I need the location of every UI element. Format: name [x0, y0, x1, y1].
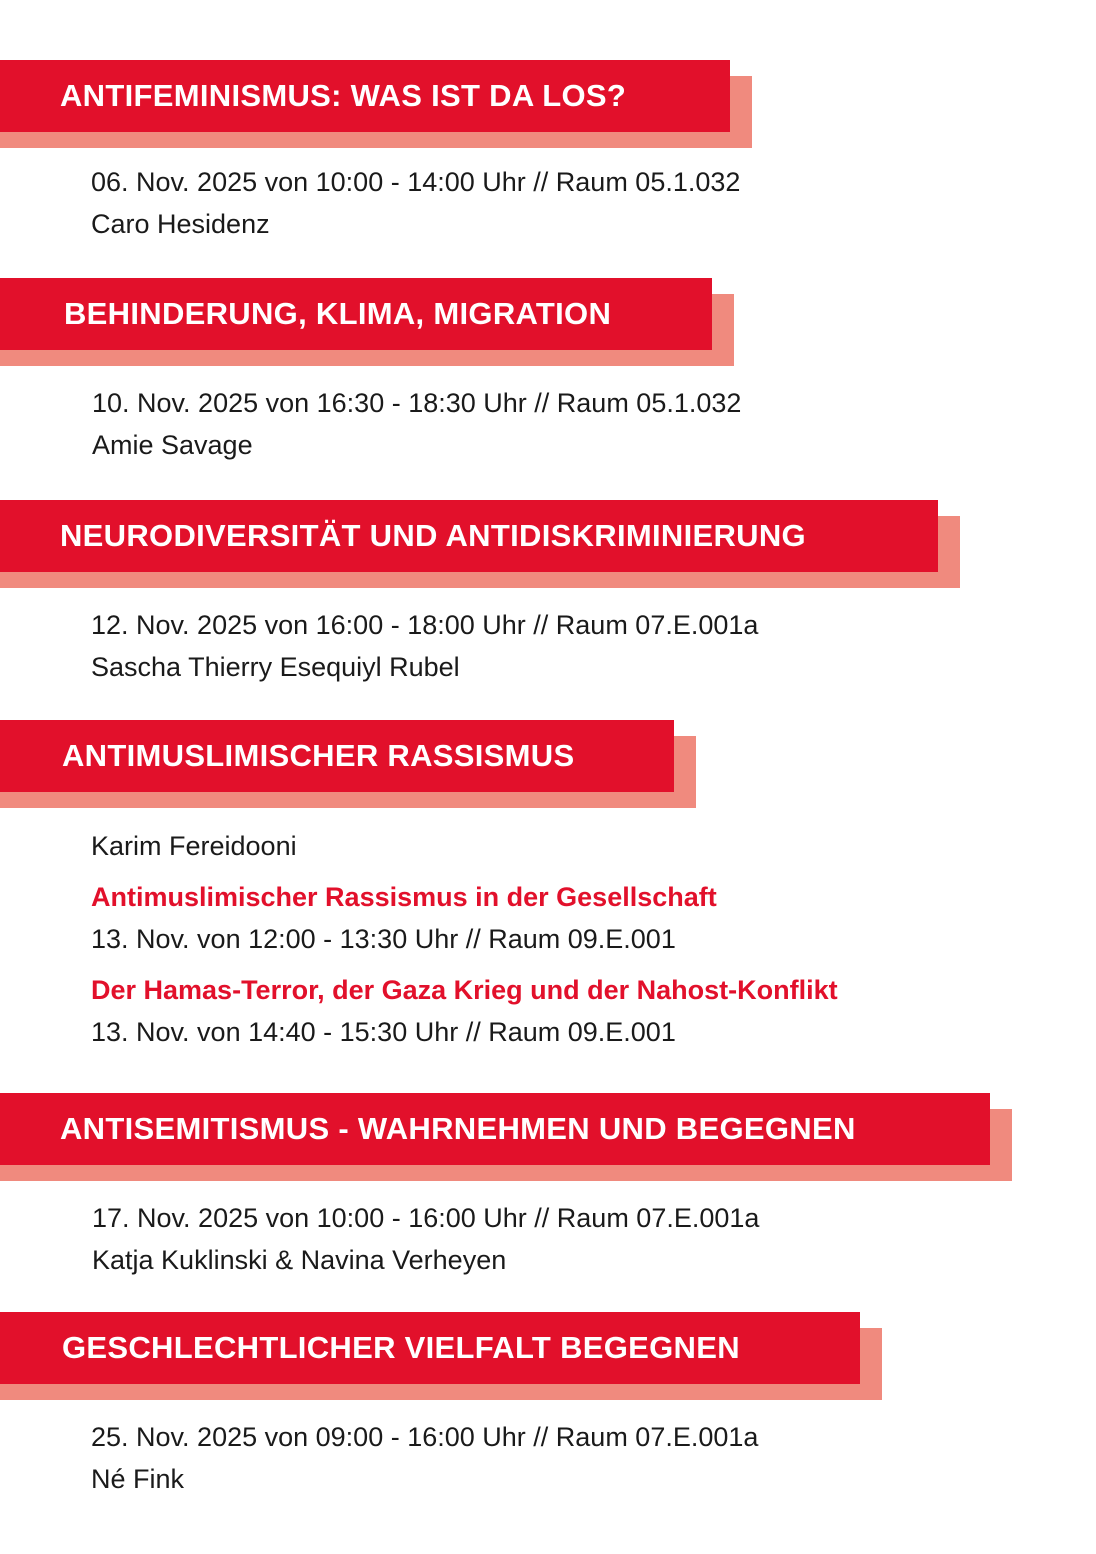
- event-info: [91, 604, 758, 688]
- talk-date: 13. Nov. von 14:40 - 15:30 Uhr // Raum 09.E.001: [91, 1017, 676, 1047]
- event-info: [91, 161, 740, 245]
- event-info: [91, 825, 838, 1053]
- talk-date: 13. Nov. von 12:00 - 13:30 Uhr // Raum 09.E.001: [91, 924, 676, 954]
- event-speaker: Sascha Thierry Esequiyl Rubel: [91, 652, 460, 682]
- section-title: ANTIFEMINISMUS: WAS IST DA LOS?: [0, 60, 730, 132]
- event-speaker: Amie Savage: [92, 430, 253, 460]
- event-date: 17. Nov. 2025 von 10:00 - 16:00 Uhr // Raum 07.E.001a: [92, 1203, 760, 1233]
- section-title: ANTIMUSLIMISCHER RASSISMUS: [0, 720, 674, 792]
- event-date: 12. Nov. 2025 von 16:00 - 18:00 Uhr // Raum 07.E.001a: [91, 610, 759, 640]
- event-info: [91, 1416, 758, 1500]
- event-date: 06. Nov. 2025 von 10:00 - 14:00 Uhr // Raum 05.1.032: [91, 167, 741, 197]
- section-title: GESCHLECHTLICHER VIELFALT BEGEGNEN: [0, 1312, 860, 1384]
- event-speaker: Katja Kuklinski & Navina Verheyen: [92, 1245, 507, 1275]
- talk-title: Der Hamas-Terror, der Gaza Krieg und der Nahost-Konflikt: [91, 975, 838, 1005]
- event-info: [92, 382, 741, 466]
- event-date: 10. Nov. 2025 von 16:30 - 18:30 Uhr // Raum 05.1.032: [92, 388, 742, 418]
- event-date: 25. Nov. 2025 von 09:00 - 16:00 Uhr // Raum 07.E.001a: [91, 1422, 759, 1452]
- section-title: BEHINDERUNG, KLIMA, MIGRATION: [0, 278, 712, 350]
- event-speaker: Né Fink: [91, 1464, 185, 1494]
- event-speaker: Caro Hesidenz: [91, 209, 270, 239]
- talk-title: Antimuslimischer Rassismus in der Gesellschaft: [91, 882, 717, 912]
- event-info: [92, 1197, 759, 1281]
- event-speaker: Karim Fereidooni: [91, 831, 297, 861]
- section-title: NEURODIVERSITÄT UND ANTIDISKRIMINIERUNG: [0, 500, 938, 572]
- section-title: ANTISEMITISMUS - WAHRNEHMEN UND BEGEGNEN: [0, 1093, 990, 1165]
